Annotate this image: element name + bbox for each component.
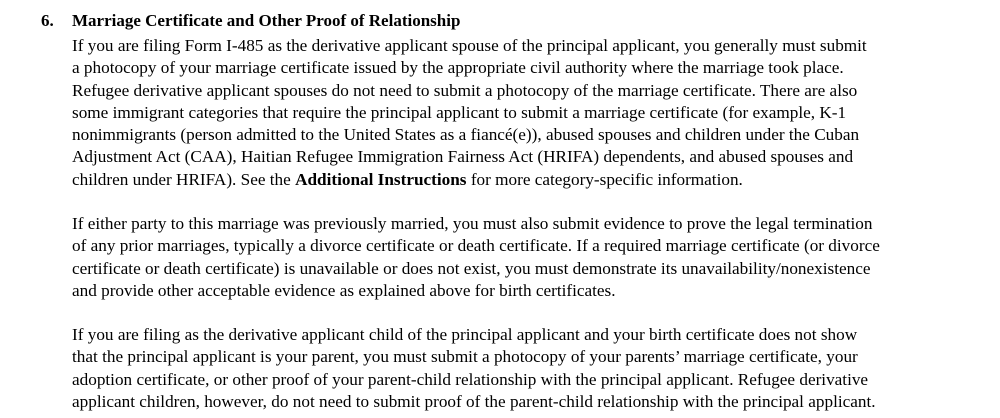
paragraph-line: applicant children, however, do not need to submit proof of the parent-child relationship with the principal applicant.: [72, 391, 876, 411]
paragraph-line: that the principal applicant is your parent, you must submit a photocopy of your parents’ marriage certificate, your: [72, 347, 858, 367]
line-text-after: for more category-specific information.: [466, 169, 743, 189]
paragraph-line: a photocopy of your marriage certificate issued by the appropriate civil authority where the marriage took place.: [72, 58, 844, 78]
line-text-before: children under HRIFA). See the: [72, 169, 296, 189]
paragraph-line: [72, 169, 972, 191]
paragraph-line: If either party to this marriage was previously married, you must also submit evidence to prove the legal termination: [72, 214, 873, 233]
additional-instructions-reference: Additional Instructions: [295, 169, 467, 189]
paragraph-marriage-certificate: [72, 35, 972, 191]
section-title: Marriage Certificate and Other Proof of Relationship: [72, 11, 461, 30]
paragraph-derivative-child: [72, 324, 972, 413]
section-number: 6.: [41, 11, 54, 30]
paragraph-line: Adjustment Act (CAA), Haitian Refugee Immigration Fairness Act (HRIFA) dependents, and abused spouses and: [72, 147, 854, 167]
paragraph-line: If you are filing Form I-485 as the derivative applicant spouse of the principal applicant, you generally must submit: [72, 36, 867, 55]
paragraph-line: of any prior marriages, typically a divorce certificate or death certificate. If a required marriage certificate (or divorce: [72, 236, 880, 256]
paragraph-line: certificate or death certificate) is unavailable or does not exist, you must demonstrate its unavailability/nonexistence: [72, 258, 871, 278]
paragraph-line: and provide other acceptable evidence as explained above for birth certificates.: [72, 280, 616, 300]
paragraph-prior-marriages: [72, 213, 972, 302]
paragraph-line: Refugee derivative applicant spouses do not need to submit a photocopy of the marriage certificate. There are also: [72, 80, 858, 100]
paragraph-line: nonimmigrants (person admitted to the United States as a fiancé(e)), abused spouses and children under the Cuban: [72, 125, 860, 145]
paragraph-line: If you are filing as the derivative applicant child of the principal applicant and your birth certificate does not show: [72, 325, 858, 344]
paragraph-line: adoption certificate, or other proof of your parent-child relationship with the principal applicant. Refugee derivative: [72, 369, 869, 389]
section-heading: [41, 10, 460, 32]
paragraph-line: some immigrant categories that require the principal applicant to submit a marriage certificate (for example, K-1: [72, 102, 847, 122]
